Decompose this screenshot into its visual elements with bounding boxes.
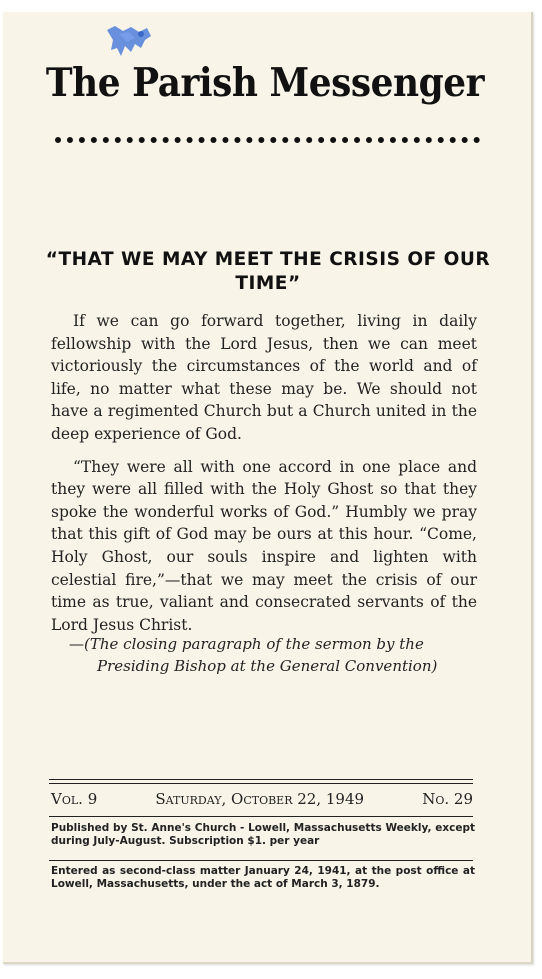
newsletter-page	[3, 12, 533, 964]
attribution-line: —(The closing paragraph of the sermon by the	[69, 635, 424, 653]
publisher-divider-rule	[49, 860, 473, 861]
issue-date: Saturday, October 22, 1949	[155, 790, 365, 808]
volume-label: Vol. 9	[51, 790, 98, 808]
dateline-top-rule	[49, 779, 473, 784]
article-paragraph: “They were all with one accord in one place and they were all filled with the Holy Ghost so that they spoke the wonderful works of God.” Humbly we pray that this gift of God may be ours at this hour. “Come, Holy Ghost, our souls inspire and lighten with celestial fire,”—that we may meet the crisis of our time as true, valiant and consecrated servants of the Lord Jesus Christ.	[51, 457, 477, 634]
article-body	[51, 310, 477, 646]
dateline-bottom-rule	[49, 816, 473, 817]
article-headline: “THAT WE MAY MEET THE CRISIS OF OUR TIME”	[45, 249, 491, 294]
issue-dateline	[51, 790, 473, 812]
attribution-line: Presiding Bishop at the General Convention)	[97, 657, 438, 675]
masthead-dotted-rule	[55, 137, 480, 143]
publisher-note: Published by St. Anne's Church - Lowell, Massachusetts Weekly, except during July-August. Subscription $1. per year	[51, 822, 475, 847]
postal-entry-note: Entered as second-class matter January 24, 1941, at the post office at Lowell, Massachusetts, under the act of March 3, 1879.	[51, 865, 475, 890]
issue-number: No. 29	[422, 790, 473, 808]
article-attribution	[51, 633, 475, 677]
ink-stamp-mark	[101, 22, 157, 62]
masthead-title: The Parish Messenger	[45, 60, 485, 106]
article-paragraph: If we can go forward together, living in daily fellowship with the Lord Jesus, then we can meet victoriously the circumstances of the world and of life, no matter what these may be. We should not have a regimented Church but a Church united in the deep experience of God.	[51, 312, 477, 443]
